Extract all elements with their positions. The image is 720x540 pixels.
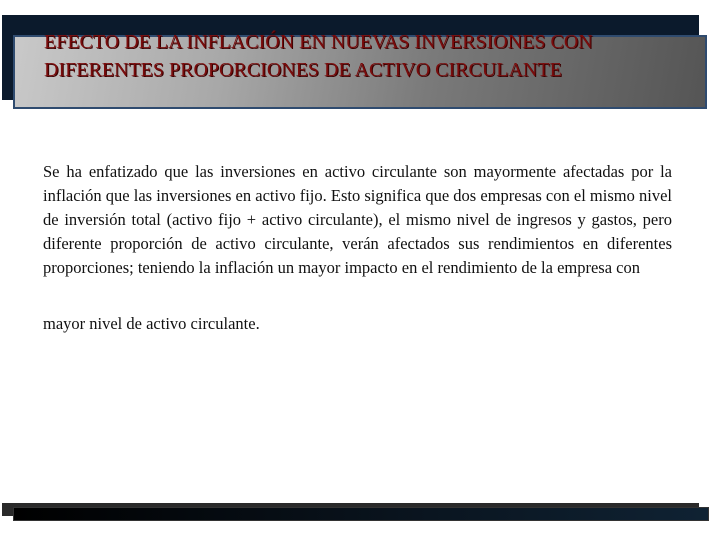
slide-title: EFECTO DE LA INFLACIÓN EN NUEVAS INVERSIONES CON DIFERENTES PROPORCIONES DE ACTIVO CIRCULANTE	[44, 31, 593, 81]
body-paragraph: Se ha enfatizado que las inversiones en activo circulante son mayormente afectadas por la inflación que las inversiones en activo fijo. Esto significa que dos empresas con el mismo nivel de inversión total (activo fijo + activo circulante), el mismo nivel de ingresos y gastos, pero diferente proporción de activo circulante, verán afectados sus rendimientos en diferentes proporciones; teniendo la inflación un mayor impacto en el rendimiento de la empresa con	[43, 162, 672, 277]
footer-bar	[13, 507, 709, 521]
body-paragraph-last-line: mayor nivel de activo circulante.	[43, 314, 260, 333]
